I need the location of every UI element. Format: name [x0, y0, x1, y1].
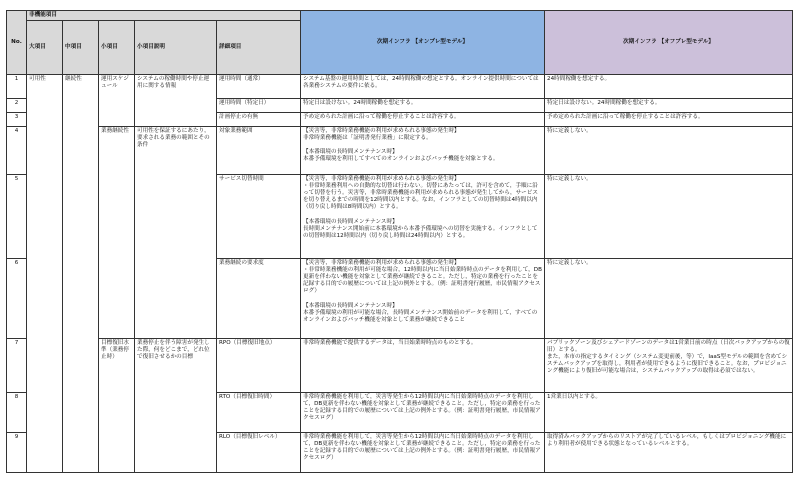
row-no: 4 — [7, 127, 27, 175]
cell-offprem — [545, 393, 793, 433]
onprem-text: システム基盤の運用時間としては，24時間稼働の想定とする。オンライン提供時間については各業務システムの要件に依る。 — [303, 76, 539, 90]
cell-detail: 運用時間（通常） — [217, 75, 301, 99]
cell-detail: 運用時間（特定日） — [217, 99, 301, 113]
cell-detail: RPO（目標復旧地点） — [217, 339, 301, 393]
cell-onprem — [301, 339, 545, 393]
onprem-text: 非常時業務機能を利用して，災害等発生から12時間以内に当日始業時時点のデータを利用して，DB更新を伴わない機能を対象として業務が継続できること。ただし，特定の業務を行ったことを記録する目的での履歴については上記の例外とする。（例：証明書発行履歴，市民情報アクセスログ） — [303, 394, 541, 422]
cell-onprem — [301, 175, 545, 259]
requirements-table — [6, 10, 793, 473]
offprem-text: 特に定義しない。 — [547, 128, 592, 135]
cell-l3: 目標復旧水準（業務停止時） — [99, 339, 135, 473]
offprem-text: 特に定義しない。 — [547, 260, 592, 267]
header-l3: 小項目 — [99, 21, 135, 75]
row-no: 8 — [7, 393, 27, 433]
table-row — [7, 127, 793, 175]
row-no: 2 — [7, 99, 27, 113]
cell-detail: 業務継続の要求度 — [217, 259, 301, 339]
header-l1: 大項目 — [27, 21, 63, 75]
header-no: No. — [7, 11, 27, 75]
cell-l2: 継続性 — [63, 75, 99, 473]
offprem-text: パブリックゾーン及びシェアードゾーンのデータは1営業日前の時点（日次バックアップからの復旧）とする。 また，本市の指定するタイミング（システム変更前後，等）で，IaaS型モデルの範囲を含めてシステムバックアップを取得し，利用者が使用できるように復旧できること。なお，プロビジョニング機能により復旧が可能な場合は，システムバックアップの取得は必須ではない。 — [547, 340, 790, 375]
row-no: 7 — [7, 339, 27, 393]
cell-offprem — [545, 339, 793, 393]
offprem-text: 特定日は設けない。24時間稼働を想定する。 — [547, 100, 661, 107]
cell-onprem — [301, 259, 545, 339]
cell-l3desc: 業務停止を伴う障害が発生した際，何をどこまで，どれ位で復旧させるかの目標 — [135, 339, 217, 473]
cell-l1: 可用性 — [27, 75, 63, 473]
onprem-text: 非常時業務機能で提供するデータは，当日始業時時点のものとする。 — [303, 340, 477, 347]
nonfunctional-requirements-sheet — [6, 10, 792, 473]
header-offprem — [545, 11, 793, 75]
cell-offprem — [545, 75, 793, 99]
cell-l3: 運用スケジュール — [99, 75, 135, 127]
header-l2: 中項目 — [63, 21, 99, 75]
table-row — [7, 75, 793, 99]
header-onprem — [301, 11, 545, 75]
row-no: 3 — [7, 113, 27, 127]
onprem-text: 【災害等，非常時業務機能の利用が求められる事態の発生時】 ・非常時業務利用への自動的な切替は行わない。切替にあたっては，許可を含めて，手順に沿って切替を行う。災害等，非常時業務機能の利用が求められる事態が発生してから，サービスを切り替えるまでの時間を12時間以内とする。なお，インフラとしての切替時間は4時間以内（切り戻し時間は8時間以内）とする。 【本番環境の長時間メンテナンス時】 長時間メンテナンス開始前に本番環境から本番予備環境への切替を実施する。インフラとしての切替時間は12時間以内（切り戻し時間は24時間以内）とする。 — [303, 176, 538, 239]
row-no: 6 — [7, 259, 27, 339]
cell-onprem — [301, 99, 545, 113]
onprem-text: 【災害等，非常時業務機能の利用が求められる事態の発生時】 ・非常時業務機能の利用が可能な場合，12時間以内に当日始業時時点のデータを利用して，DB更新を伴わない機能を対象として業務が継続できること。ただし，特定の業務を行ったことを記録する目的での履歴については上記の例外とする。（例：証明書発行履歴，市民情報アクセスログ） 【本番環境の長時間メンテナンス時】 本番予備環境の利用が可能な場合，長時間メンテナンス開始前のデータを利用して，すべてのオンラインおよびバッチ機能を対象として業務が継続できること — [303, 260, 542, 323]
cell-l3desc: 可用性を保証するにあたり，要求される業務の範囲とその条件 — [135, 127, 217, 339]
cell-offprem — [545, 127, 793, 175]
cell-offprem — [545, 113, 793, 127]
header-l3desc: 小項目説明 — [135, 21, 217, 75]
cell-offprem — [545, 259, 793, 339]
table-row — [7, 339, 793, 393]
cell-offprem — [545, 433, 793, 473]
cell-offprem — [545, 99, 793, 113]
cell-onprem — [301, 127, 545, 175]
cell-onprem — [301, 393, 545, 433]
cell-onprem — [301, 433, 545, 473]
row-no: 9 — [7, 433, 27, 473]
cell-l3desc: システムの稼働時間や停止運用に関する情報 — [135, 75, 217, 127]
cell-detail: RLO（目標復旧レベル） — [217, 433, 301, 473]
row-no: 1 — [7, 75, 27, 99]
onprem-text: 予め定められた計画に沿って稼働を停止することは許容する。 — [303, 114, 460, 121]
header-onprem-label: 次期インフラ 【オンプレ型モデル】 — [377, 39, 468, 45]
onprem-text: 特定日は設けない。24時間稼働を想定する。 — [303, 100, 417, 107]
onprem-text: 【災害等，非常時業務機能の利用が求められる事態の発生時】 非常時業務機能は「証明書発行業務」に限定する。 【本番環境の長時間メンテナンス時】 本番予備環境を利用してすべてのオンラインおよびバッチ機能を対象とする。 — [303, 128, 499, 163]
offprem-text: 特に定義しない。 — [547, 176, 592, 183]
cell-detail: RTO（目標復旧時間） — [217, 393, 301, 433]
row-no: 5 — [7, 175, 27, 259]
offprem-text: 予め定められた計画に沿って稼働を停止することは許容する。 — [547, 114, 704, 121]
header-offprem-label: 次期インフラ 【オフプレ型モデル】 — [623, 39, 714, 45]
cell-detail: サービス切替時間 — [217, 175, 301, 259]
offprem-text: 取得済みバックアップからのリストアが完了しているレベル，もしくはプロビジョニング機能により利用者が使用できる状態となっているレベルとする。 — [547, 434, 787, 448]
header-group: 非機能項目 — [27, 11, 301, 21]
cell-onprem — [301, 113, 545, 127]
cell-offprem — [545, 175, 793, 259]
offprem-text: 24時間稼働を想定する。 — [547, 76, 611, 83]
offprem-text: 1営業日以内とする。 — [547, 394, 601, 401]
cell-onprem — [301, 75, 545, 99]
cell-l3: 業務継続性 — [99, 127, 135, 339]
cell-detail: 対象業務範囲 — [217, 127, 301, 175]
header-detail: 詳細項目 — [217, 21, 301, 75]
cell-detail: 計画停止の有無 — [217, 113, 301, 127]
onprem-text: 非常時業務機能を利用して，災害等発生から12時間以内に当日始業時時点のデータを利用して，DB更新を伴わない機能を対象として業務が継続できること。ただし，特定の業務を行ったことを記録する目的での履歴については上記の例外とする。（例：証明書発行履歴，市民情報アクセスログ） — [303, 434, 541, 462]
